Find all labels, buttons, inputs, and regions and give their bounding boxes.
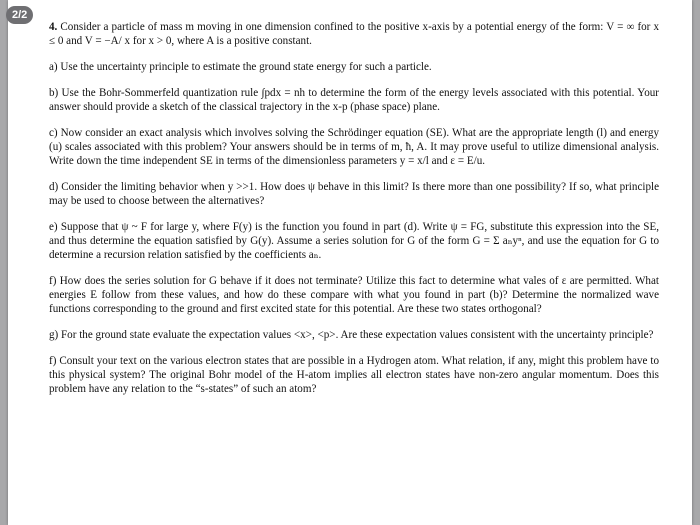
part-d: d) Consider the limiting behavior when y >>1. How does ψ behave in this limit? Is there more than one possibility? If so, what principle may be used to choose between the alternatives? — [49, 181, 659, 207]
part-f-second: f) Consult your text on the various electron states that are possible in a Hydrogen atom. What relation, if any, might this problem have to this physical system? The original Bohr model of the H-atom implies all electron states have non-zero angular momentum. Does this problem have any relation to the “s-states” of such an atom? — [49, 355, 659, 395]
part-f: f) How does the series solution for G behave if it does not terminate? Utilize this fact to determine what vales of ε are permitted. What energies E follow from these values, and how do these compare with what you found in part (b)? Determine the normalized wave functions corresponding to the ground and first excited state for this potential. Are these two states orthogonal? — [49, 275, 659, 315]
part-a: a) Use the uncertainty principle to estimate the ground state energy for such a particle. — [49, 61, 432, 73]
page-indicator-badge: 2/2 — [6, 6, 33, 24]
problem-intro-text: Consider a particle of mass m moving in one dimension confined to the positive x-axis by a potential energy of the form: V = ∞ for x ≤ 0 and V = −A/ x for x > 0, where A is a positive constant. — [49, 21, 659, 47]
part-c: c) Now consider an exact analysis which involves solving the Schrödinger equation (SE). What are the appropriate length (l) and energy (u) scales associated with this problem? Your answers should be in terms of m, ħ, A. It may prove useful to utilize dimensional analysis. Write down the time independent SE in terms of the dimensionless parameters y = x/l and ε = E/u. — [49, 127, 659, 167]
problem-intro — [49, 20, 659, 48]
page-content — [49, 20, 659, 408]
part-e: e) Suppose that ψ ~ F for large y, where F(y) is the function you found in part (d). Write ψ = FG, substitute this expression into the SE, and thus determine the equation satisfied by G(y). Assume a series solution for G of the form G = Σ aₙyⁿ, and use the equation for G to determine a recursion relation satisfied by the coefficients aₙ. — [49, 221, 659, 261]
part-b: b) Use the Bohr-Sommerfeld quantization rule ∫pdx = nh to determine the form of the energy levels associated with this potential. Your answer should provide a sketch of the classical trajectory in the x-p (phase space) plane. — [49, 87, 659, 113]
problem-number: 4. — [49, 21, 58, 33]
document-page — [8, 0, 692, 525]
part-g: g) For the ground state evaluate the expectation values <x>, <p>. Are these expectation values consistent with the uncertainty principle? — [49, 329, 654, 341]
